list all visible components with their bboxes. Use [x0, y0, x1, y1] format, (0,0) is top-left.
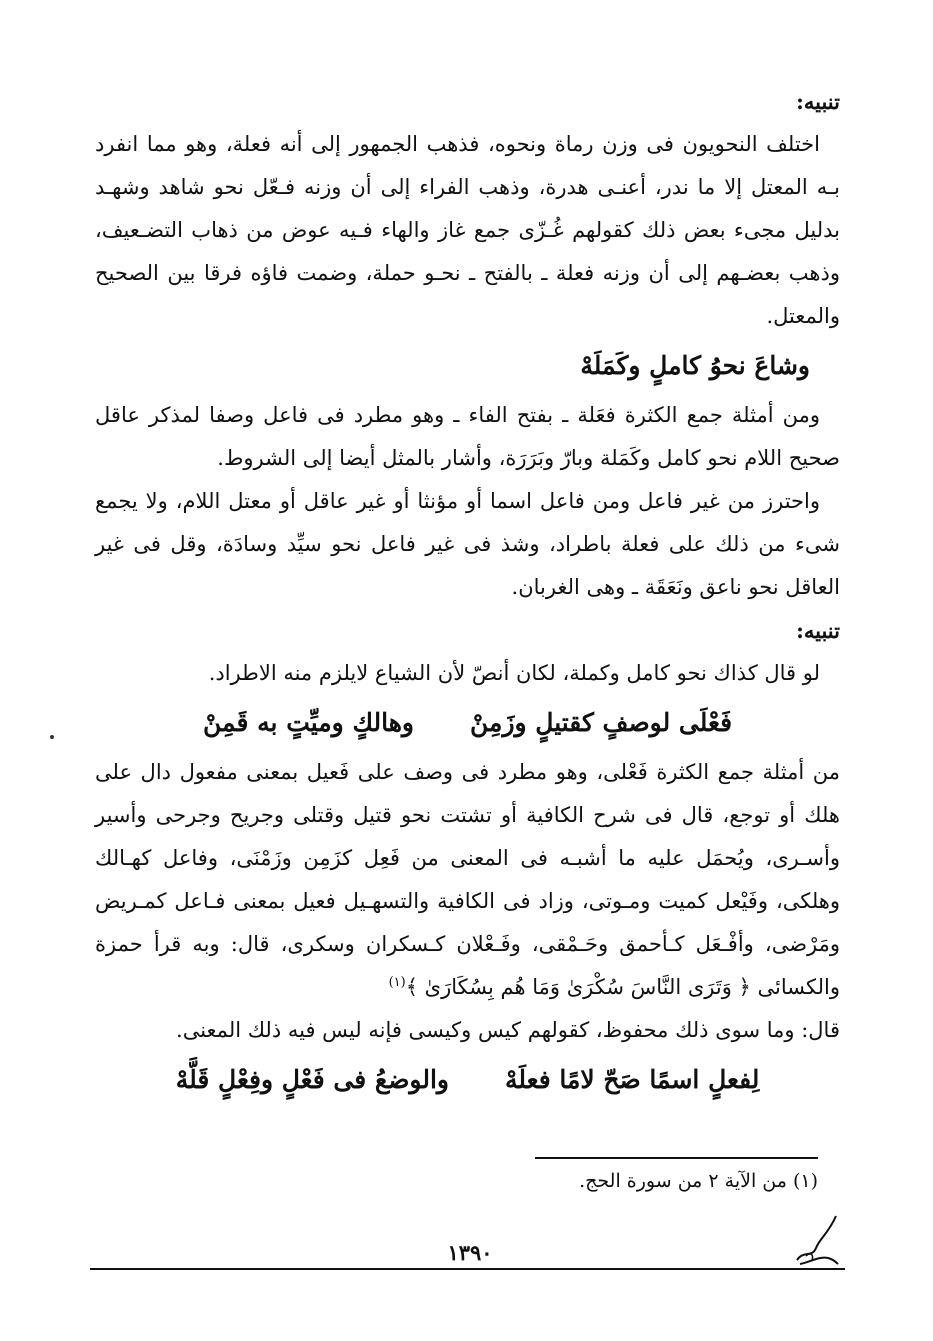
note-heading: تنبيه:	[796, 89, 840, 114]
main-text	[95, 80, 840, 1108]
scan-speck	[50, 735, 54, 739]
verse-line: وشاعَ نحوُ كاملٍ وكَمَلَهْ	[580, 351, 810, 380]
footnote: (١) من الآية ٢ من سورة الحج.	[579, 1170, 818, 1192]
paragraph: ومن أمثلة جمع الكثرة فعَلة ـ بفتح الفاء ـ وهو مطرد فى فاعل وصفا لمذكر عاقل صحيح اللام نحو كامل وكَمَلة وبارّ وبَرَرَة، وأشار بالمثل أيضا إلى الشروط.	[95, 403, 840, 470]
verse-hemistich-right: فَعْلَى لوصفٍ كقتيلٍ وزَمِنْ	[470, 708, 733, 737]
paragraph-text: من أمثلة جمع الكثرة فَعْلى، وهو مطرد فى وصف على فَعيل بمعنى مفعول دال على هلك أو توجع، قال فى شرح الكافية أو تشتت نحو قتيل وقتلى وجريح وجرحى وأسير وأسـرى، ويُحمَل عليه ما أشبـه فى المعنى من فَعِل كزَمِن وزَمْنَى، وفاعل كهـالك وهلكى، وفَيْعل كميت ومـوتى، وزاد فى الكافية والتسهـيل فعيل بمعنى فـاعل كمـريض ومَرْضى، وأفْـعَل كـأحمق وحَـمْقى، وفَـعْلان كـسكران وسكرى، قال: وبه قرأ حمزة والكسائى ﴿ وَتَرَى النَّاسَ سُكْرَىٰ وَمَا هُم بِسُكَارَىٰ ﴾	[95, 760, 840, 999]
paragraph: قال: وما سوى ذلك محفوظ، كقولهم كيس وكيسى فإنه ليس فيه ذلك المعنى.	[176, 1018, 840, 1042]
footnote-rule	[535, 1157, 818, 1159]
paragraph: لو قال كذاك نحو كامل وكملة، لكان أنصّ لأن الشياع لايلزم منه الاطراد.	[208, 661, 820, 685]
page-number: ١٣٩٠	[447, 1240, 493, 1265]
verse-couplet	[95, 699, 840, 747]
signature-mark	[792, 1212, 842, 1270]
paragraph: اختلف النحويون فى وزن رماة ونحوه، فذهب الجمهور إلى أنه فعلة، وهو مما انفرد بـه المعتل إلا ما ندر، أعنـى هدرة، وذهب الفراء إلى أن وزنه فـعّل نحو شاهد وشهـد بدليل مجىء بعض ذلك كقولهم غُـزّى جمع غاز والهاء فـيه عوض من ذهاب التضـعيف، وذهب بعضـهم إلى أن وزنه فعلة ـ بالفتح ـ نحـو حملة، وضمت فاؤه فرقا بين الصحيح والمعتل.	[95, 132, 840, 328]
note-heading: تنبيه:	[796, 618, 840, 643]
paragraph: واحترز من غير فاعل ومن فاعل اسما أو مؤنثا أو غير عاقل أو معتل اللام، ولا يجمع شىء من ذلك على فعلة باطراد، وشذ فى غير فاعل نحو سيِّد وسادَة، وقل فى غير العاقل نحو ناعق ونَعَقَة ـ وهى الغربان.	[95, 489, 840, 599]
verse-hemistich-left: والوضعُ فى فَعْلٍ وفِعْلٍ قَلَّهْ	[175, 1065, 449, 1094]
verse-hemistich-left: وهالكٍ وميِّتٍ به قَمِنْ	[202, 708, 415, 737]
verse-couplet	[95, 1056, 840, 1104]
footnote-reference: (١)	[388, 975, 406, 990]
verse-hemistich-right: لِفعلٍ اسمًا صَحّ لامًا فعلَهْ	[504, 1065, 760, 1094]
paragraph	[95, 751, 840, 1009]
bottom-rule	[90, 1268, 845, 1270]
